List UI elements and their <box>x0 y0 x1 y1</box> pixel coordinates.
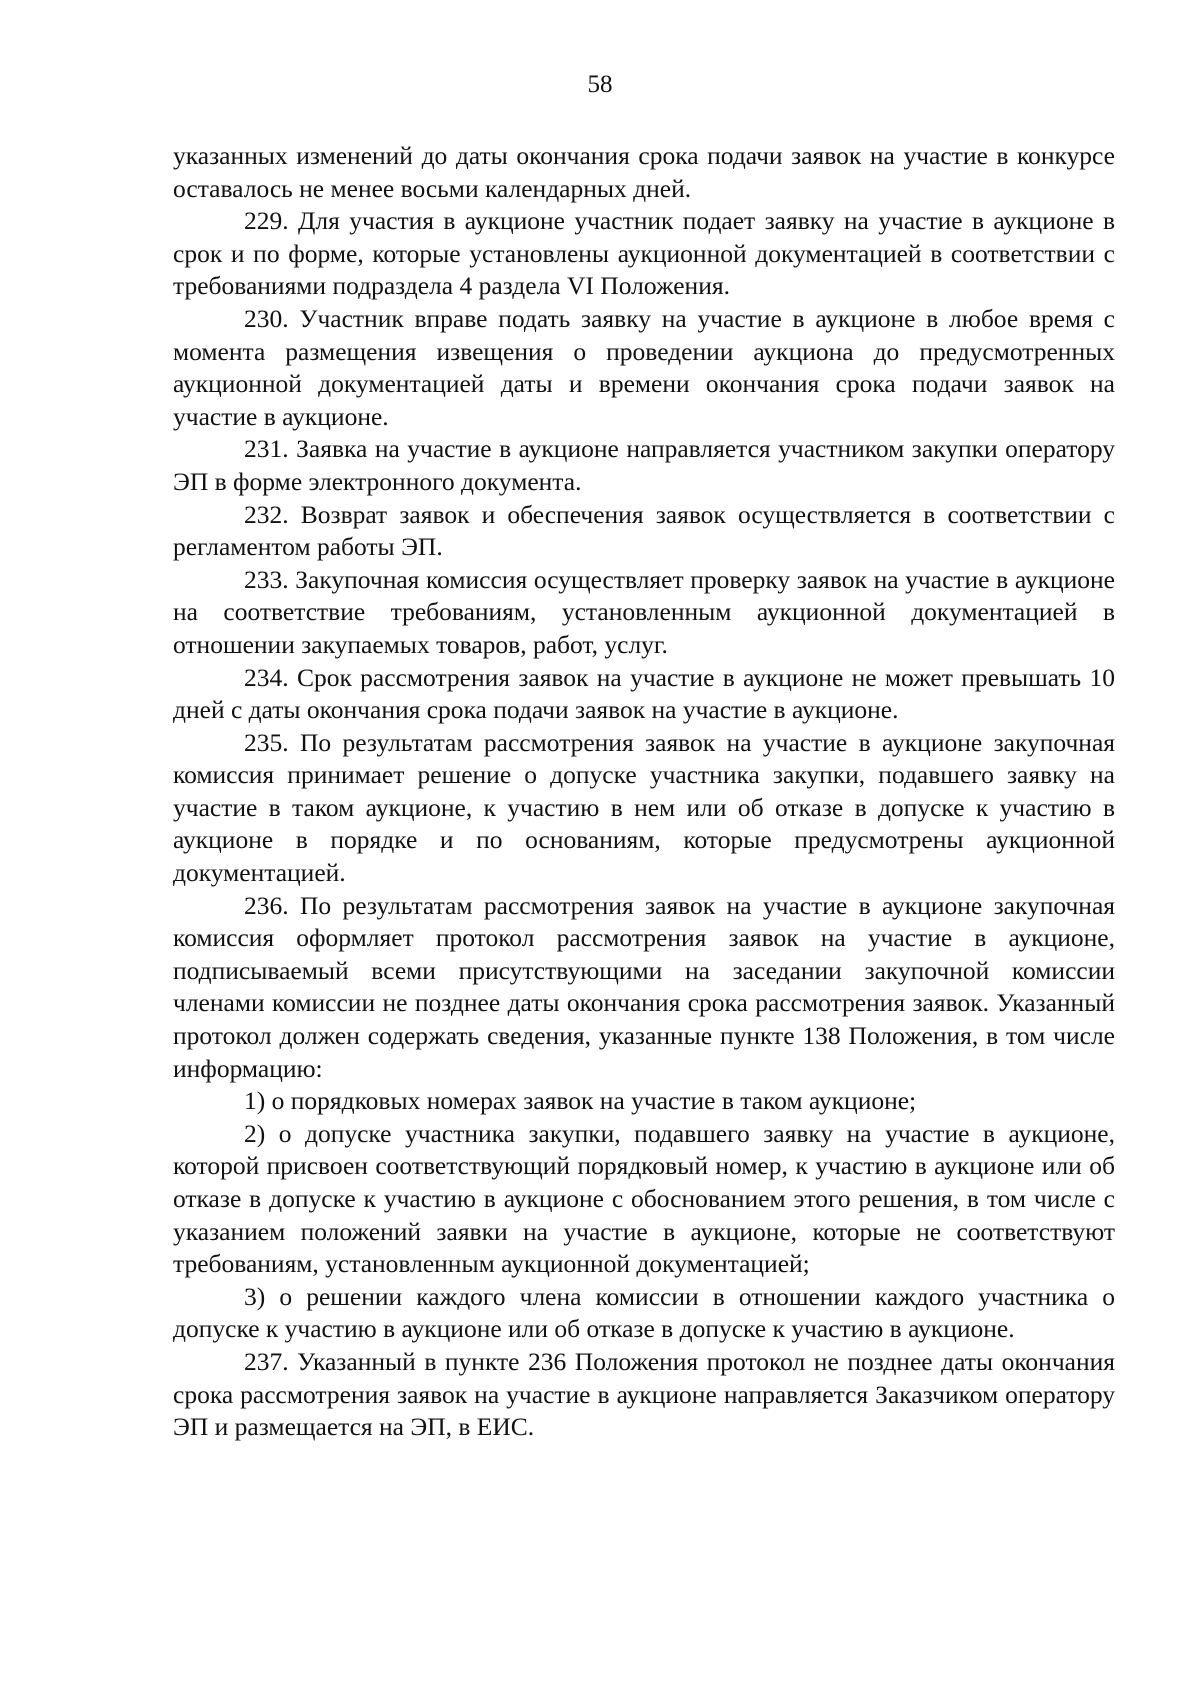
paragraph-continuation: указанных изменений до даты окончания срока подачи заявок на участие в конкурсе оставалось не менее восьми календарных дней. <box>173 141 1115 203</box>
paragraph-234: 234. Срок рассмотрения заявок на участие в аукционе не может превышать 10 дней с даты окончания срока подачи заявок на участие в аукционе. <box>173 662 1115 725</box>
list-item-1: 1) о порядковых номерах заявок на участие в таком аукционе; <box>244 1086 917 1116</box>
paragraph-229: 229. Для участия в аукционе участник подает заявку на участие в аукционе в срок и по форме, которые установлены аукционной документацией в соответствии с требованиями подраздела 4 раздела VI Положения. <box>173 206 1115 301</box>
document-body <box>173 140 1115 1444</box>
paragraph-231: 231. Заявка на участие в аукционе направляется участником закупки оператору ЭП в форме электронного документа. <box>173 434 1115 496</box>
paragraph-233: 233. Закупочная комиссия осуществляет проверку заявок на участие в аукционе на соответствие требованиям, установленным аукционной документацией в отношении закупаемых товаров, работ, услуг. <box>173 564 1115 659</box>
list-item-3: 3) о решении каждого члена комиссии в отношении каждого участника о допуске к участию в аукционе или об отказе в допуске к участию в аукционе. <box>173 1281 1115 1344</box>
page-number: 58 <box>587 71 613 98</box>
list-item-2: 2) о допуске участника закупки, подавшего заявку на участие в аукционе, которой присвоен соответствующий порядковый номер, к участию в аукционе или об отказе в допуске к участию в аукционе с обоснованием этого решения, в том числе с указанием положений заявки на участие в аукционе, которые не соответствуют требованиям, установленным аукционной документацией; <box>173 1118 1115 1279</box>
paragraph-232: 232. Возврат заявок и обеспечения заявок осуществляется в соответствии с регламентом работы ЭП. <box>173 499 1115 562</box>
paragraph-237: 237. Указанный в пункте 236 Положения протокол не позднее даты окончания срока рассмотрения заявок на участие в аукционе направляется Заказчиком оператору ЭП и размещается на ЭП, в ЕИС. <box>173 1346 1115 1442</box>
paragraph-236: 236. По результатам рассмотрения заявок на участие в аукционе закупочная комиссия оформляет протокол рассмотрения заявок на участие в аукционе, подписываемый всеми присутствующими на заседании закупочной комиссии членами комиссии не позднее даты окончания срока рассмотрения заявок. Указанный протокол должен содержать сведения, указанные пункте 138 Положения, в том числе информацию: <box>173 890 1115 1083</box>
paragraph-230: 230. Участник вправе подать заявку на участие в аукционе в любое время с момента размещения извещения о проведении аукциона до предусмотренных аукционной документацией даты и времени окончания срока подачи заявок на участие в аукционе. <box>173 303 1115 431</box>
paragraph-235: 235. По результатам рассмотрения заявок на участие в аукционе закупочная комиссия принимает решение о допуске участника закупки, подавшего заявку на участие в таком аукционе, к участию в нем или об отказе в допуске к участию в аукционе в порядке и по основаниям, которые предусмотрены аукционной документацией. <box>173 727 1115 888</box>
